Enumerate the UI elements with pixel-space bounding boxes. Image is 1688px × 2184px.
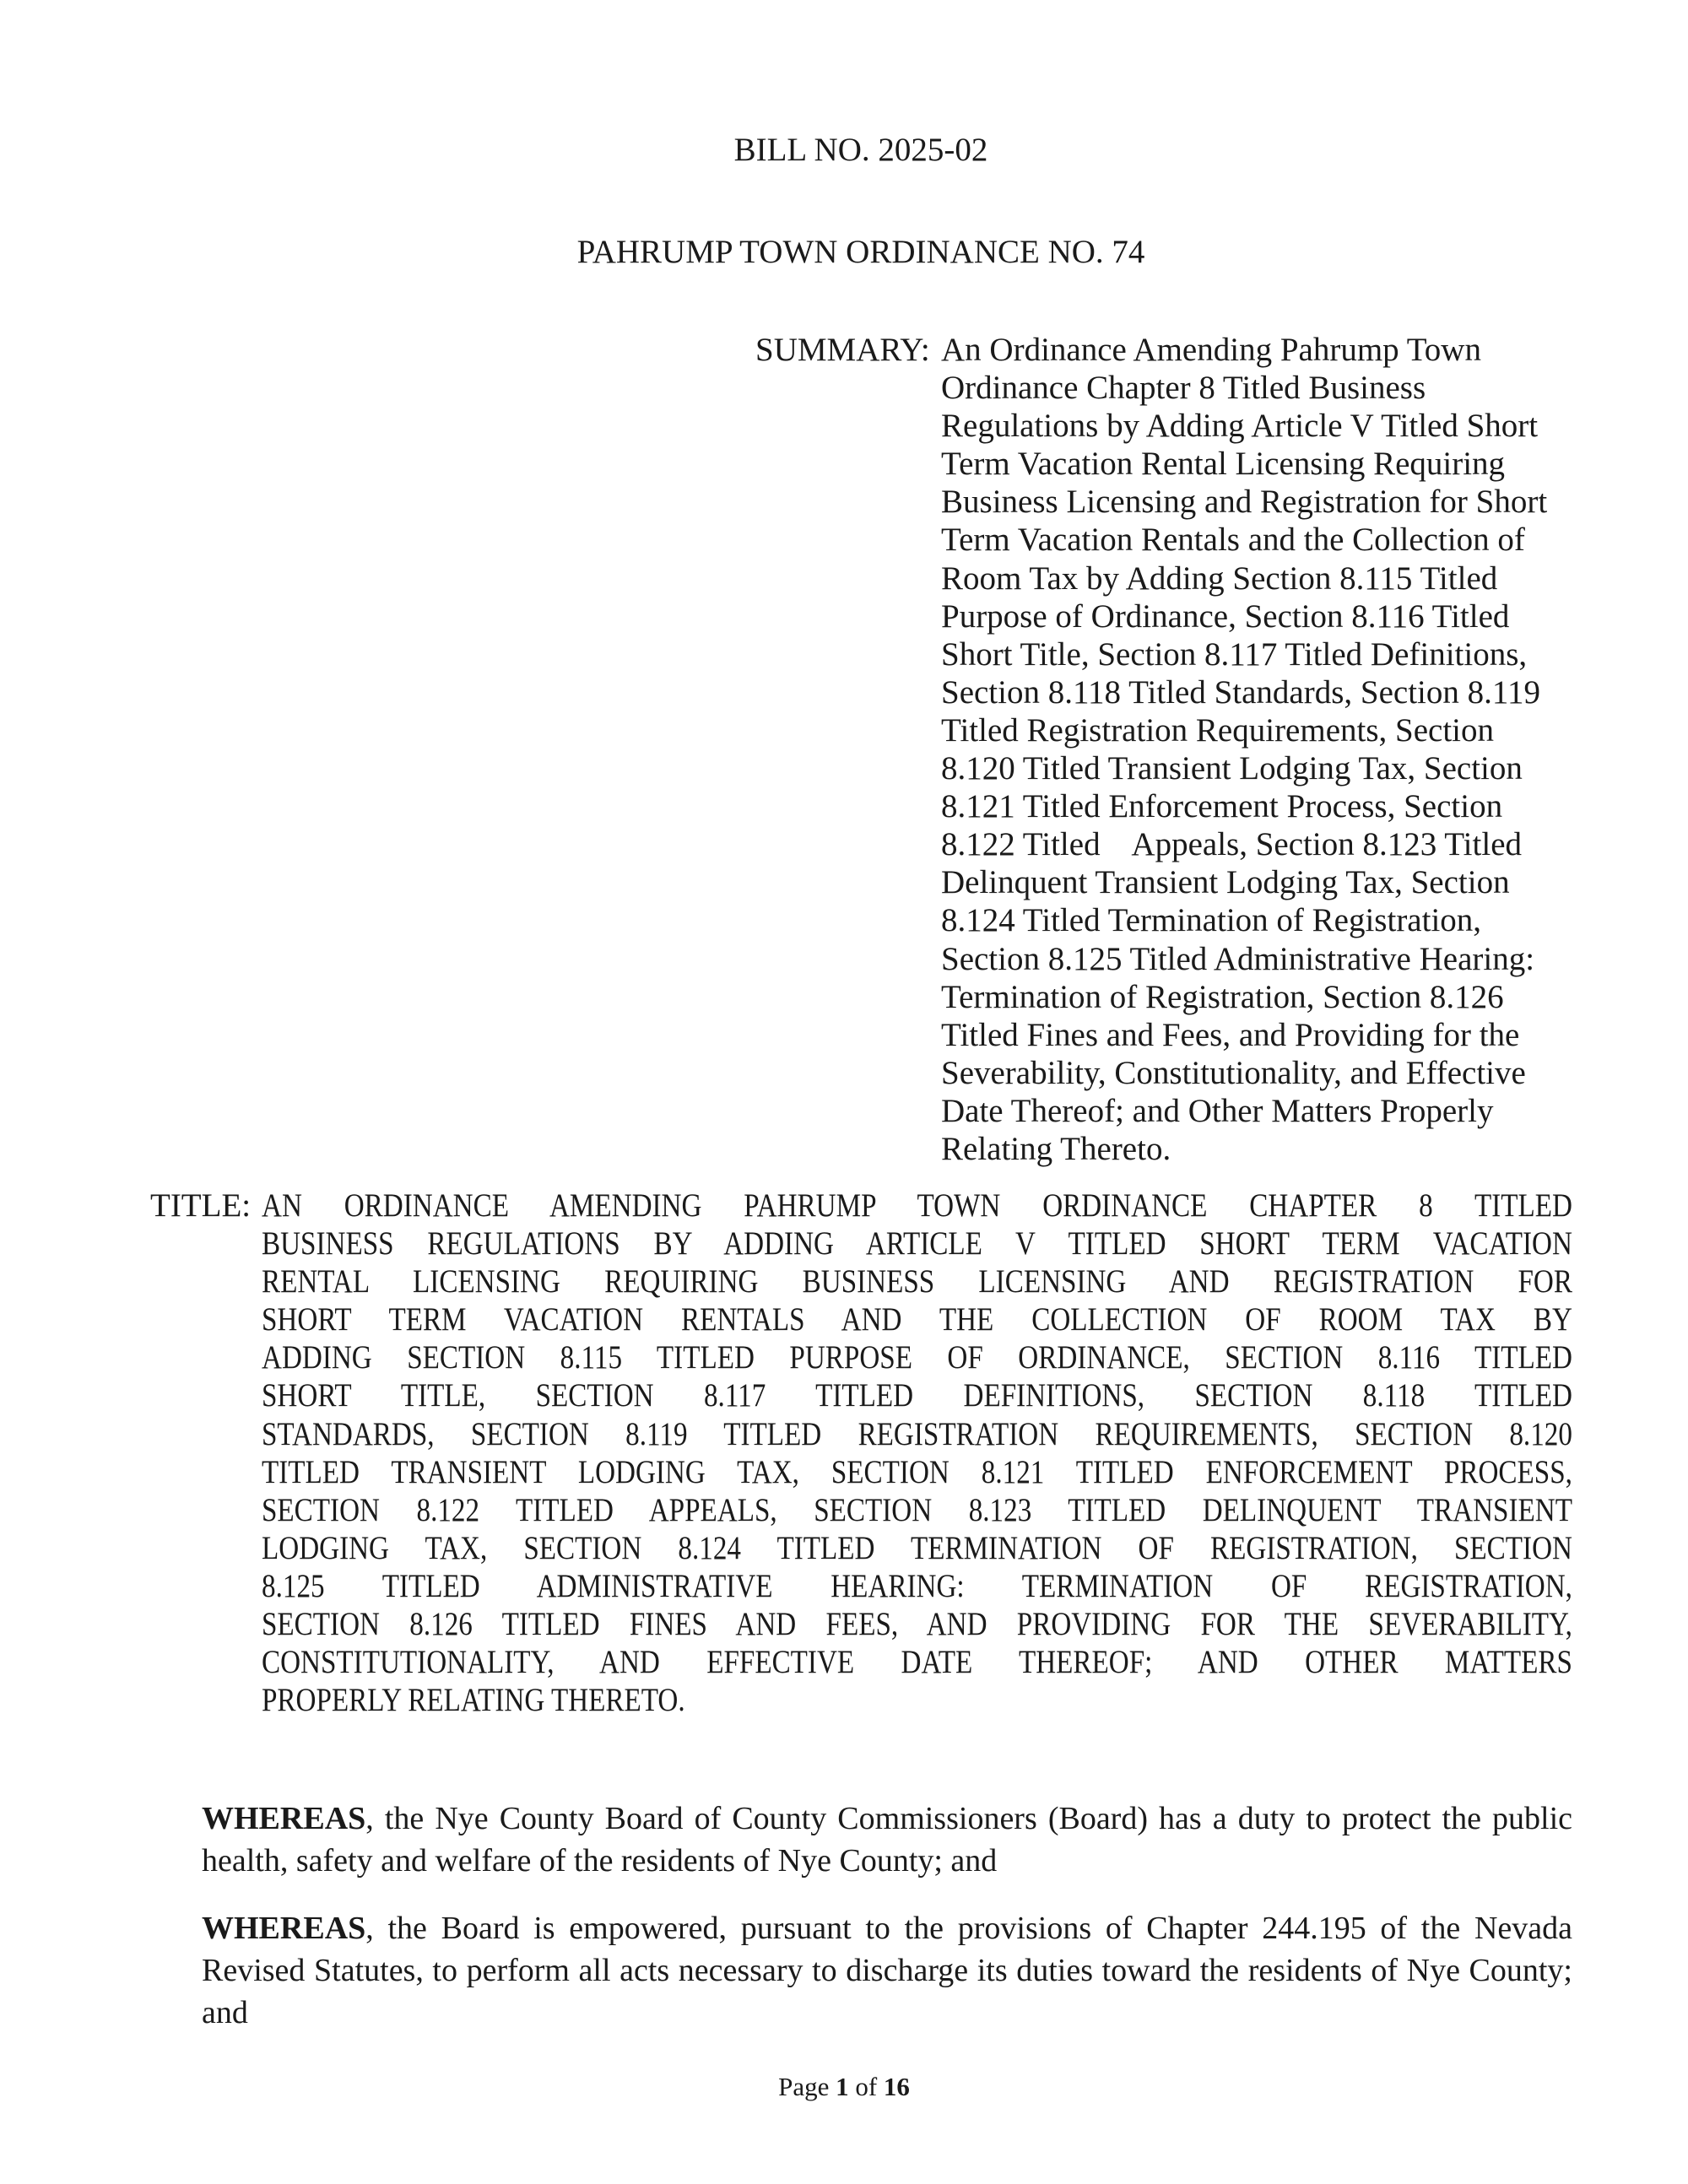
text-line: CONSTITUTIONALITY, AND EFFECTIVE DATE THEREOF; AND OTHER MATTERS	[262, 1644, 1572, 1681]
whereas-lead: WHEREAS	[202, 1911, 366, 1946]
title-label: TITLE:	[150, 1187, 252, 1224]
text-line: Business Licensing and Registration for Short	[941, 484, 1548, 521]
text-line: Section 8.125 Titled Administrative Hearing:	[941, 940, 1535, 977]
text-line: Titled Registration Requirements, Section	[941, 711, 1495, 749]
text-line: SECTION 8.122 TITLED APPEALS, SECTION 8.123 TITLED DELINQUENT TRANSIENT	[262, 1491, 1572, 1528]
whereas-paragraph-1	[202, 1797, 1572, 1882]
summary-text	[941, 331, 1547, 1168]
text-line: Relating Thereto.	[941, 1130, 1171, 1167]
text-line: Titled Fines and Fees, and Providing for the	[941, 1016, 1520, 1053]
text-line: PROPERLY RELATING THERETO.	[262, 1682, 685, 1719]
whereas-lead: WHEREAS	[202, 1801, 366, 1836]
page-current: 1	[836, 2072, 849, 2101]
text-line: STANDARDS, SECTION 8.119 TITLED REGISTRATION REQUIREMENTS, SECTION 8.120	[262, 1415, 1572, 1452]
text-line: Short Title, Section 8.117 Titled Definitions,	[941, 635, 1528, 673]
of-word: of	[855, 2072, 878, 2101]
title-text	[262, 1187, 1572, 1719]
bill-number: BILL NO. 2025-02	[733, 132, 988, 168]
text-line: Severability, Constitutionality, and Effective	[941, 1054, 1526, 1091]
text-line: Room Tax by Adding Section 8.115 Titled	[941, 560, 1498, 597]
text-line: Purpose of Ordinance, Section 8.116 Titled	[941, 597, 1510, 635]
whereas-paragraph-2	[202, 1907, 1572, 2034]
text-line: ADDING SECTION 8.115 TITLED PURPOSE OF ORDINANCE, SECTION 8.116 TITLED	[262, 1339, 1572, 1376]
page-word: Page	[778, 2072, 830, 2101]
text-line: Termination of Registration, Section 8.126	[941, 978, 1504, 1015]
text-line: 8.122 Titled Appeals, Section 8.123 Titled	[941, 826, 1523, 863]
text-line: SHORT TITLE, SECTION 8.117 TITLED DEFINITIONS, SECTION 8.118 TITLED	[262, 1377, 1572, 1414]
text-line: Ordinance Chapter 8 Titled Business	[941, 370, 1426, 407]
text-line: Term Vacation Rentals and the Collection of	[941, 522, 1525, 559]
text-line: TITLED TRANSIENT LODGING TAX, SECTION 8.121 TITLED ENFORCEMENT PROCESS,	[262, 1453, 1572, 1490]
page-total: 16	[883, 2072, 910, 2101]
ordinance-number: PAHRUMP TOWN ORDINANCE NO. 74	[576, 234, 1145, 270]
text-line: RENTAL LICENSING REQUIRING BUSINESS LICENSING AND REGISTRATION FOR	[262, 1263, 1572, 1300]
text-line: Regulations by Adding Article V Titled Short	[941, 408, 1539, 445]
text-line: 8.120 Titled Transient Lodging Tax, Section	[941, 750, 1523, 787]
text-line: 8.124 Titled Termination of Registration,	[941, 902, 1482, 939]
text-line: Term Vacation Rental Licensing Requiring	[941, 446, 1506, 483]
whereas-text: , the Nye County Board of County Commissioners (Board) has a duty to protect the public health, safety and welfare of the residents of Nye County; and	[202, 1801, 1572, 1879]
text-line: SECTION 8.126 TITLED FINES AND FEES, AND PROVIDING FOR THE SEVERABILITY,	[262, 1606, 1572, 1643]
text-line: 8.125 TITLED ADMINISTRATIVE HEARING: TERMINATION OF REGISTRATION,	[262, 1567, 1572, 1604]
text-line: LODGING TAX, SECTION 8.124 TITLED TERMINATION OF REGISTRATION, SECTION	[262, 1529, 1572, 1566]
text-line: BUSINESS REGULATIONS BY ADDING ARTICLE V TITLED SHORT TERM VACATION	[262, 1225, 1572, 1262]
page-number	[0, 2072, 1688, 2102]
text-line: SHORT TERM VACATION RENTALS AND THE COLLECTION OF ROOM TAX BY	[262, 1301, 1572, 1338]
text-line: Section 8.118 Titled Standards, Section 8.119	[941, 673, 1540, 711]
text-line: An Ordinance Amending Pahrump Town	[941, 332, 1481, 368]
summary-label: SUMMARY:	[755, 332, 930, 368]
text-line: Date Thereof; and Other Matters Properly	[941, 1092, 1494, 1129]
text-line: 8.121 Titled Enforcement Process, Section	[941, 788, 1503, 825]
text-line: Delinquent Transient Lodging Tax, Section	[941, 864, 1510, 901]
text-line: AN ORDINANCE AMENDING PAHRUMP TOWN ORDINANCE CHAPTER 8 TITLED	[262, 1187, 1572, 1224]
whereas-text: , the Board is empowered, pursuant to the provisions of Chapter 244.195 of the Nevada Revised Statutes, to perform all acts necessary to discharge its duties toward the residents of Nye County; and	[202, 1911, 1572, 2030]
